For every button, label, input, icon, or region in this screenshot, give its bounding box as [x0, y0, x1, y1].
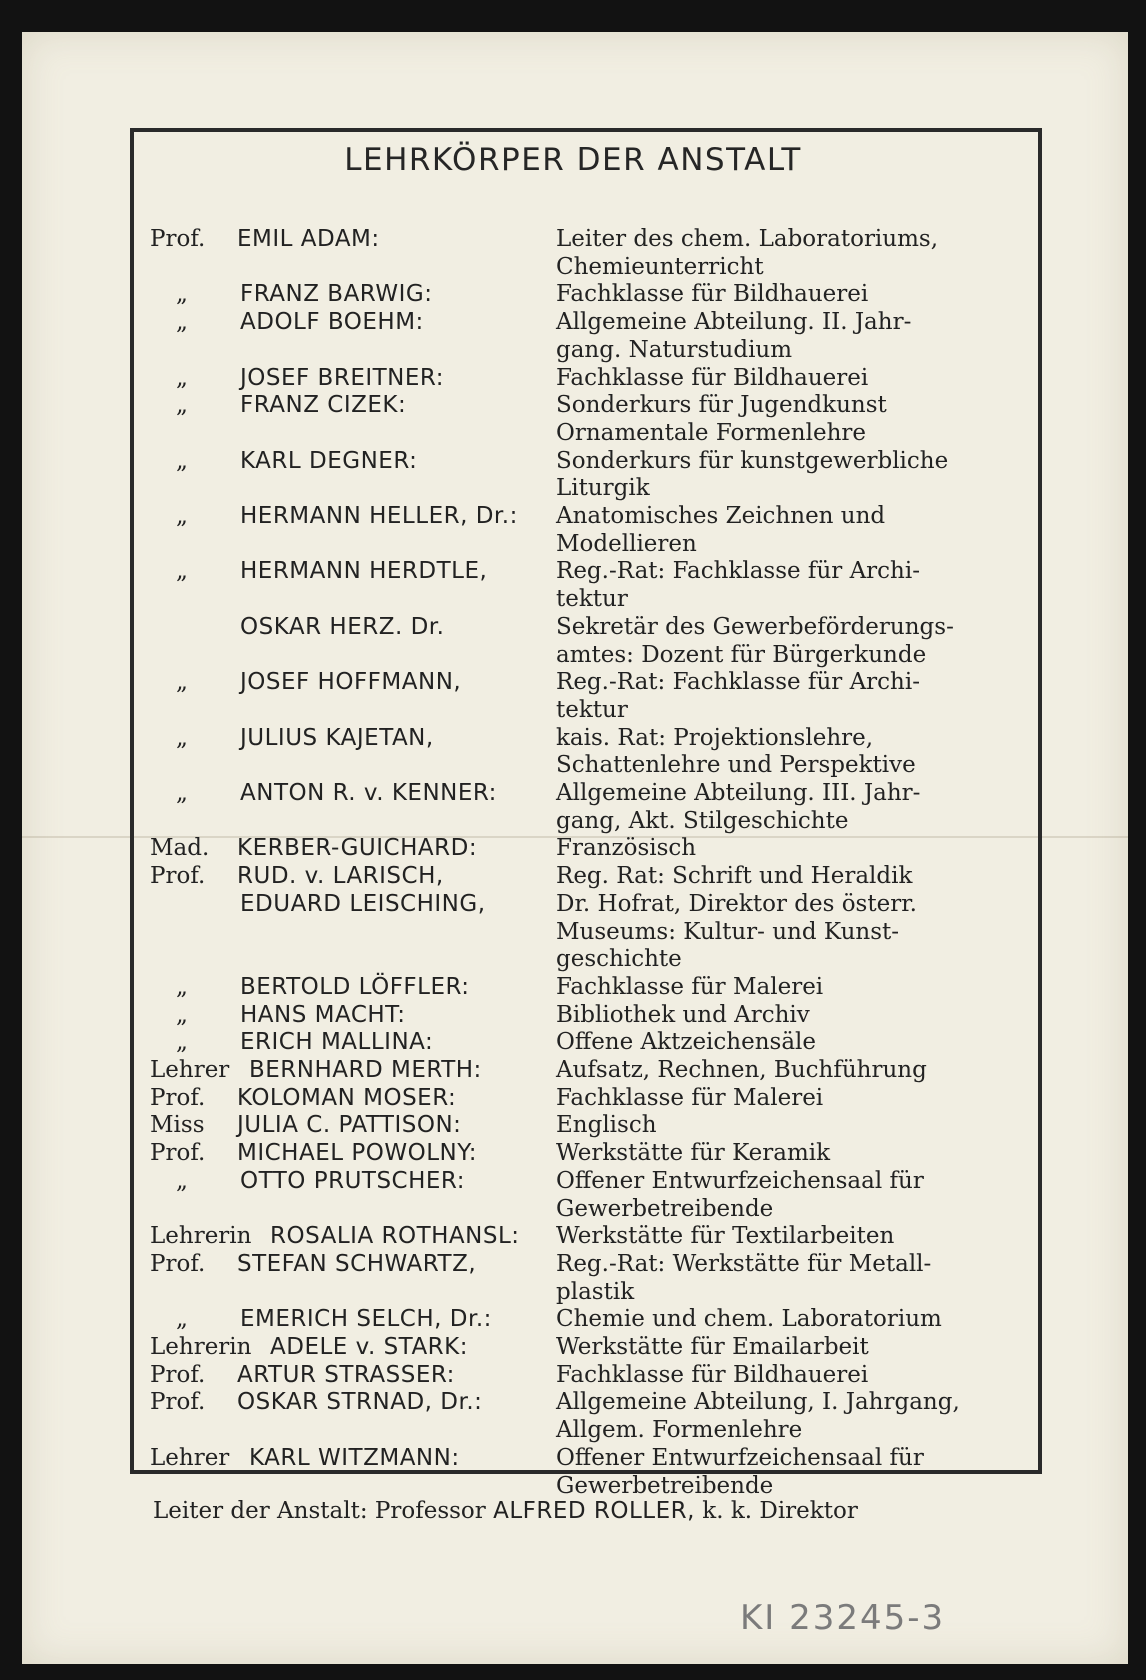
faculty-name: EDUARD LEISCHING,: [240, 890, 486, 917]
faculty-row: [0, 1333, 1146, 1361]
faculty-row: [0, 585, 1146, 613]
faculty-name: HANS MACHT:: [240, 1001, 406, 1028]
faculty-name: ADELE v. STARK:: [270, 1334, 468, 1360]
faculty-name: FRANZ BARWIG:: [240, 281, 433, 308]
title-prefix: „: [176, 1167, 188, 1194]
title-prefix: „: [176, 1029, 188, 1056]
page-title: LEHRKÖRPER DER ANSTALT: [344, 142, 802, 178]
title-prefix: Prof.: [150, 226, 206, 252]
faculty-row: [0, 364, 1146, 392]
faculty-role: Chemieunterricht: [556, 253, 764, 280]
faculty-role: Englisch: [556, 1112, 657, 1139]
faculty-role: Modellieren: [556, 530, 697, 557]
faculty-row: [0, 474, 1146, 502]
faculty-name: JULIUS KAJETAN,: [240, 724, 434, 751]
faculty-role: Gewerbetreibende: [556, 1195, 774, 1222]
title-prefix: „: [176, 364, 188, 391]
faculty-role: Aufsatz, Rechnen, Buchführung: [556, 1057, 927, 1083]
faculty-name: HERMANN HELLER, Dr.:: [240, 503, 518, 529]
faculty-row: [0, 391, 1146, 419]
faculty-role: Allgemeine Abteilung. III. Jahr-: [556, 780, 921, 806]
faculty-row: [0, 641, 1146, 669]
faculty-name: KARL WITZMANN:: [249, 1444, 460, 1471]
faculty-row: [0, 779, 1146, 807]
faculty-row: [0, 447, 1146, 475]
title-prefix: Prof.: [150, 1140, 206, 1167]
faculty-row: [0, 834, 1146, 862]
faculty-row: [0, 502, 1146, 530]
faculty-name: EMERICH SELCH, Dr.:: [240, 1306, 492, 1333]
title-prefix: „: [176, 392, 188, 419]
faculty-row: [0, 1084, 1146, 1112]
faculty-name: ARTUR STRASSER:: [237, 1361, 455, 1388]
faculty-row: [0, 1444, 1146, 1472]
faculty-role: Fachklasse für Bildhauerei: [556, 364, 869, 391]
title-prefix: Prof.: [150, 863, 206, 890]
faculty-role: Fachklasse für Malerei: [556, 973, 824, 1000]
faculty-name: STEFAN SCHWARTZ,: [237, 1250, 477, 1277]
title-prefix: Prof.: [150, 1361, 206, 1388]
faculty-row: [0, 1305, 1146, 1333]
footer-line: [153, 1497, 858, 1525]
faculty-row: [0, 724, 1146, 752]
title-prefix: „: [176, 447, 188, 474]
faculty-role: Dr. Hofrat, Direktor des österr.: [556, 890, 917, 917]
faculty-row: [0, 751, 1146, 779]
faculty-row: [0, 530, 1146, 558]
faculty-row: [0, 308, 1146, 336]
faculty-row: [0, 419, 1146, 447]
faculty-role: Schattenlehre und Perspektive: [556, 752, 916, 779]
faculty-role: Bibliothek und Archiv: [556, 1001, 810, 1028]
faculty-row: [0, 613, 1146, 641]
title-prefix: „: [176, 780, 188, 806]
faculty-role: tektur: [556, 696, 628, 723]
title-prefix: „: [176, 309, 188, 336]
faculty-row: [0, 668, 1146, 696]
title-prefix: „: [176, 669, 188, 696]
title-prefix: Prof.: [150, 1250, 206, 1277]
faculty-name: KARL DEGNER:: [240, 447, 418, 474]
faculty-role: Chemie und chem. Laboratorium: [556, 1306, 942, 1333]
faculty-name: JOSEF HOFFMANN,: [240, 669, 462, 696]
faculty-name: EMIL ADAM:: [237, 226, 380, 252]
faculty-role: Museums: Kultur- und Kunst-: [556, 918, 900, 945]
faculty-row: [0, 280, 1146, 308]
faculty-role: Ornamentale Formenlehre: [556, 419, 867, 446]
faculty-name: HERMANN HERDTLE,: [240, 558, 488, 585]
title-prefix: Prof.: [150, 1389, 206, 1416]
faculty-row: [0, 1388, 1146, 1416]
faculty-name: ROSALIA ROTHANSL:: [270, 1223, 520, 1250]
faculty-role: Fachklasse für Bildhauerei: [556, 281, 869, 308]
faculty-role: Werkstätte für Emailarbeit: [556, 1334, 869, 1360]
title-prefix: Mad.: [150, 835, 210, 862]
title-prefix: „: [176, 1001, 188, 1028]
faculty-name: OSKAR STRNAD, Dr.:: [237, 1389, 483, 1416]
faculty-row: [0, 1167, 1146, 1195]
faculty-row: [0, 1056, 1146, 1084]
faculty-role: gang, Akt. Stilgeschichte: [556, 807, 849, 834]
faculty-row: [0, 918, 1146, 946]
title-prefix: „: [176, 973, 188, 1000]
faculty-name: JULIA C. PATTISON:: [237, 1112, 462, 1139]
title-prefix: Lehrerin: [150, 1334, 252, 1360]
faculty-role: gang. Naturstudium: [556, 336, 793, 363]
faculty-role: Fachklasse für Bildhauerei: [556, 1361, 869, 1388]
faculty-row: [0, 1001, 1146, 1029]
faculty-name: ADOLF BOEHM:: [240, 309, 424, 336]
faculty-name: MICHAEL POWOLNY:: [237, 1140, 477, 1167]
faculty-role: Allgemeine Abteilung, I. Jahrgang,: [556, 1389, 960, 1416]
faculty-name: KOLOMAN MOSER:: [237, 1084, 457, 1111]
faculty-role: Allgem. Formenlehre: [556, 1417, 803, 1444]
title-prefix: „: [176, 558, 188, 585]
faculty-row: [0, 1416, 1146, 1444]
faculty-role: Leiter des chem. Laboratoriums,: [556, 226, 939, 252]
faculty-row: [0, 1472, 1146, 1500]
footer-director-name: ALFRED ROLLER,: [493, 1498, 695, 1524]
faculty-row: [0, 253, 1146, 281]
faculty-row: [0, 862, 1146, 890]
faculty-role: kais. Rat: Projektionslehre,: [556, 724, 874, 751]
faculty-row: [0, 1139, 1146, 1167]
faculty-row: [0, 807, 1146, 835]
title-prefix: Lehrerin: [150, 1223, 252, 1250]
faculty-name: KERBER-GUICHARD:: [237, 835, 478, 862]
faculty-row: [0, 1028, 1146, 1056]
faculty-role: plastik: [556, 1278, 635, 1305]
faculty-role: Offener Entwurfzeichensaal für: [556, 1167, 924, 1194]
faculty-row: [0, 1250, 1146, 1278]
faculty-name: OTTO PRUTSCHER:: [240, 1167, 465, 1194]
faculty-row: [0, 336, 1146, 364]
title-prefix: „: [176, 1306, 188, 1333]
footer-tail: k. k. Direktor: [702, 1498, 858, 1524]
title-prefix: Lehrer: [150, 1444, 230, 1471]
faculty-row: [0, 696, 1146, 724]
faculty-role: geschichte: [556, 946, 682, 973]
title-prefix: Lehrer: [150, 1057, 230, 1083]
faculty-role: Reg.-Rat: Fachklasse für Archi-: [556, 669, 920, 696]
title-prefix: „: [176, 503, 188, 529]
faculty-name: ERICH MALLINA:: [240, 1029, 434, 1056]
faculty-role: Reg. Rat: Schrift und Heraldik: [556, 863, 913, 890]
title-prefix: „: [176, 724, 188, 751]
title-prefix: Prof.: [150, 1084, 206, 1111]
faculty-role: Anatomisches Zeichnen und: [556, 503, 886, 529]
faculty-role: Offener Entwurfzeichensaal für: [556, 1444, 924, 1471]
faculty-row: [0, 1195, 1146, 1223]
faculty-role: Werkstätte für Textilarbeiten: [556, 1223, 895, 1250]
faculty-name: OSKAR HERZ. Dr.: [240, 613, 445, 640]
faculty-name: BERTOLD LÖFFLER:: [240, 973, 470, 1000]
title-prefix: Miss: [150, 1112, 205, 1139]
faculty-role: Reg.-Rat: Werkstätte für Metall-: [556, 1250, 932, 1277]
footer-lead: Leiter der Anstalt: Professor: [153, 1498, 486, 1524]
faculty-role: tektur: [556, 586, 628, 613]
faculty-role: Gewerbetreibende: [556, 1472, 774, 1499]
faculty-role: Werkstätte für Keramik: [556, 1140, 831, 1167]
faculty-role: amtes: Dozent für Bürgerkunde: [556, 641, 927, 668]
faculty-name: BERNHARD MERTH:: [249, 1057, 482, 1083]
faculty-row: [0, 1111, 1146, 1139]
faculty-role: Sonderkurs für kunstgewerbliche: [556, 447, 949, 474]
faculty-role: Sekretär des Gewerbeförderungs-: [556, 613, 954, 640]
faculty-row: [0, 225, 1146, 253]
faculty-name: JOSEF BREITNER:: [240, 364, 444, 391]
faculty-role: Liturgik: [556, 475, 650, 502]
faculty-role: Allgemeine Abteilung. II. Jahr-: [556, 309, 912, 336]
faculty-name: FRANZ CIZEK:: [240, 392, 407, 419]
faculty-row: [0, 557, 1146, 585]
title-prefix: „: [176, 281, 188, 308]
archive-stamp: KI 23245-3: [740, 1598, 946, 1638]
faculty-row: [0, 973, 1146, 1001]
faculty-role: Französisch: [556, 835, 697, 862]
faculty-name: RUD. v. LARISCH,: [237, 863, 444, 890]
faculty-row: [0, 1222, 1146, 1250]
faculty-row: [0, 1361, 1146, 1389]
faculty-row: [0, 945, 1146, 973]
faculty-role: Reg.-Rat: Fachklasse für Archi-: [556, 558, 920, 585]
faculty-name: ANTON R. v. KENNER:: [240, 780, 497, 806]
faculty-row: [0, 890, 1146, 918]
faculty-row: [0, 1278, 1146, 1306]
faculty-role: Offene Aktzeichensäle: [556, 1029, 817, 1056]
faculty-role: Fachklasse für Malerei: [556, 1084, 824, 1111]
faculty-role: Sonderkurs für Jugendkunst: [556, 392, 887, 419]
